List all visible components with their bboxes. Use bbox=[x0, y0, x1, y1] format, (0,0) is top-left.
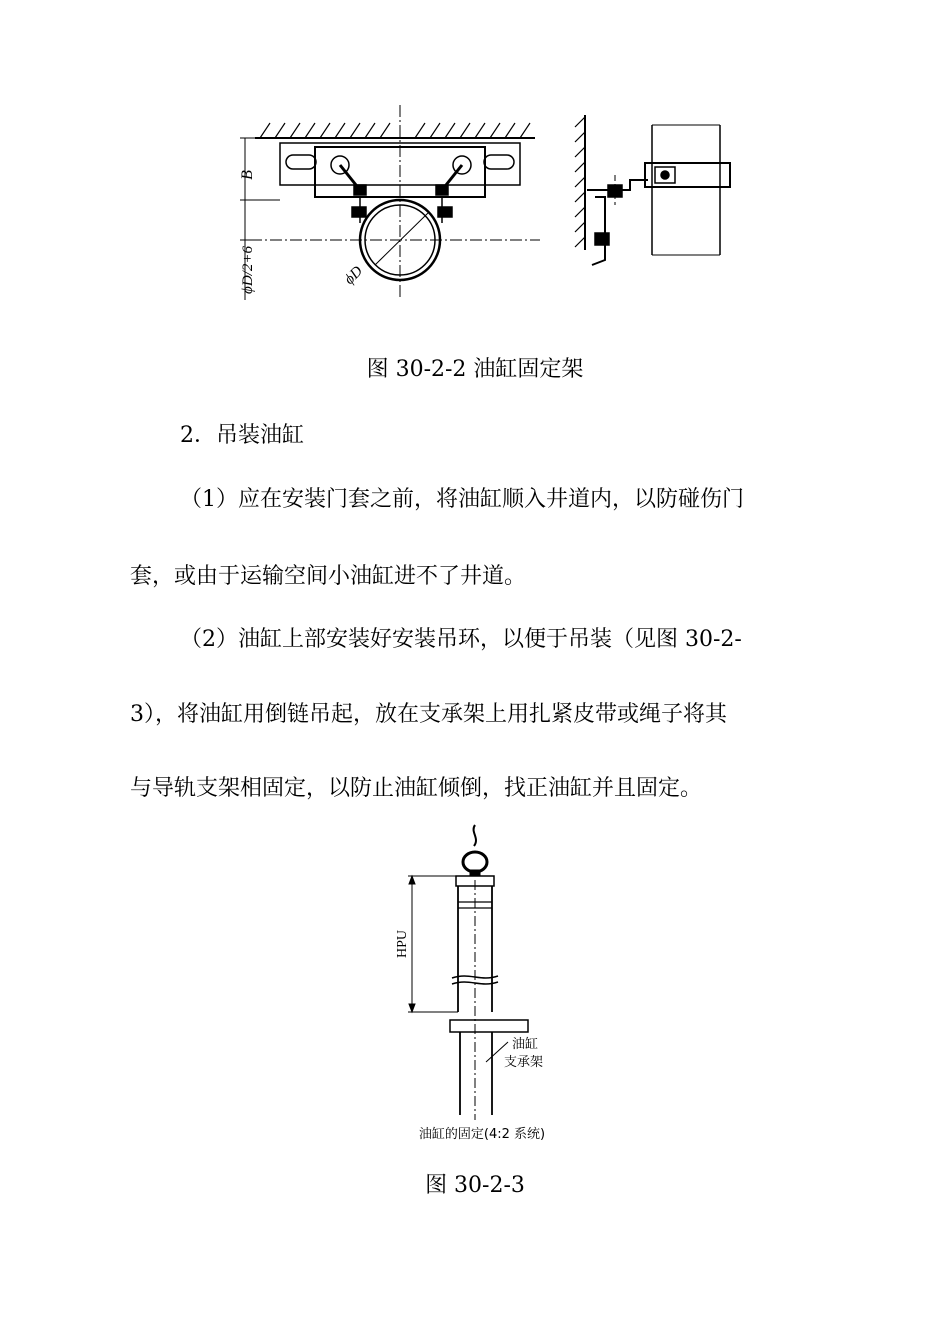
para2-line1: （2）油缸上部安装好安装吊环，以便于吊装（见图 30-2- bbox=[180, 627, 742, 652]
figure2-caption: 图 30-2-3 bbox=[425, 1173, 525, 1198]
figure1-caption: 图 30-2-2 油缸固定架 bbox=[366, 357, 584, 382]
section-heading: 2．吊装油缸 bbox=[180, 423, 304, 448]
dim-half-d-label: ϕD/2+6 bbox=[240, 246, 256, 294]
label-support: 支承架 bbox=[504, 1055, 544, 1070]
figure2-subcaption: 油缸的固定(4:2 系统) bbox=[418, 1127, 546, 1142]
figure-cylinder-bracket bbox=[230, 105, 760, 310]
figure-cylinder-lifting bbox=[380, 820, 580, 1150]
dim-hpu-label: HPU bbox=[395, 929, 410, 959]
dim-d-label: ϕD bbox=[341, 263, 366, 288]
para2-line3: 与导轨支架相固定，以防止油缸倾倒，找正油缸并且固定。 bbox=[130, 776, 703, 801]
para2-line2: 3），将油缸用倒链吊起，放在支承架上用扎紧皮带或绳子将其 bbox=[130, 702, 727, 727]
label-cylinder: 油缸 bbox=[512, 1037, 539, 1052]
dim-b-label: B bbox=[239, 170, 256, 180]
para1-line1: （1）应在安装门套之前，将油缸顺入井道内，以防碰伤门 bbox=[180, 487, 744, 512]
para1-line2: 套，或由于运输空间小油缸进不了井道。 bbox=[130, 564, 527, 589]
